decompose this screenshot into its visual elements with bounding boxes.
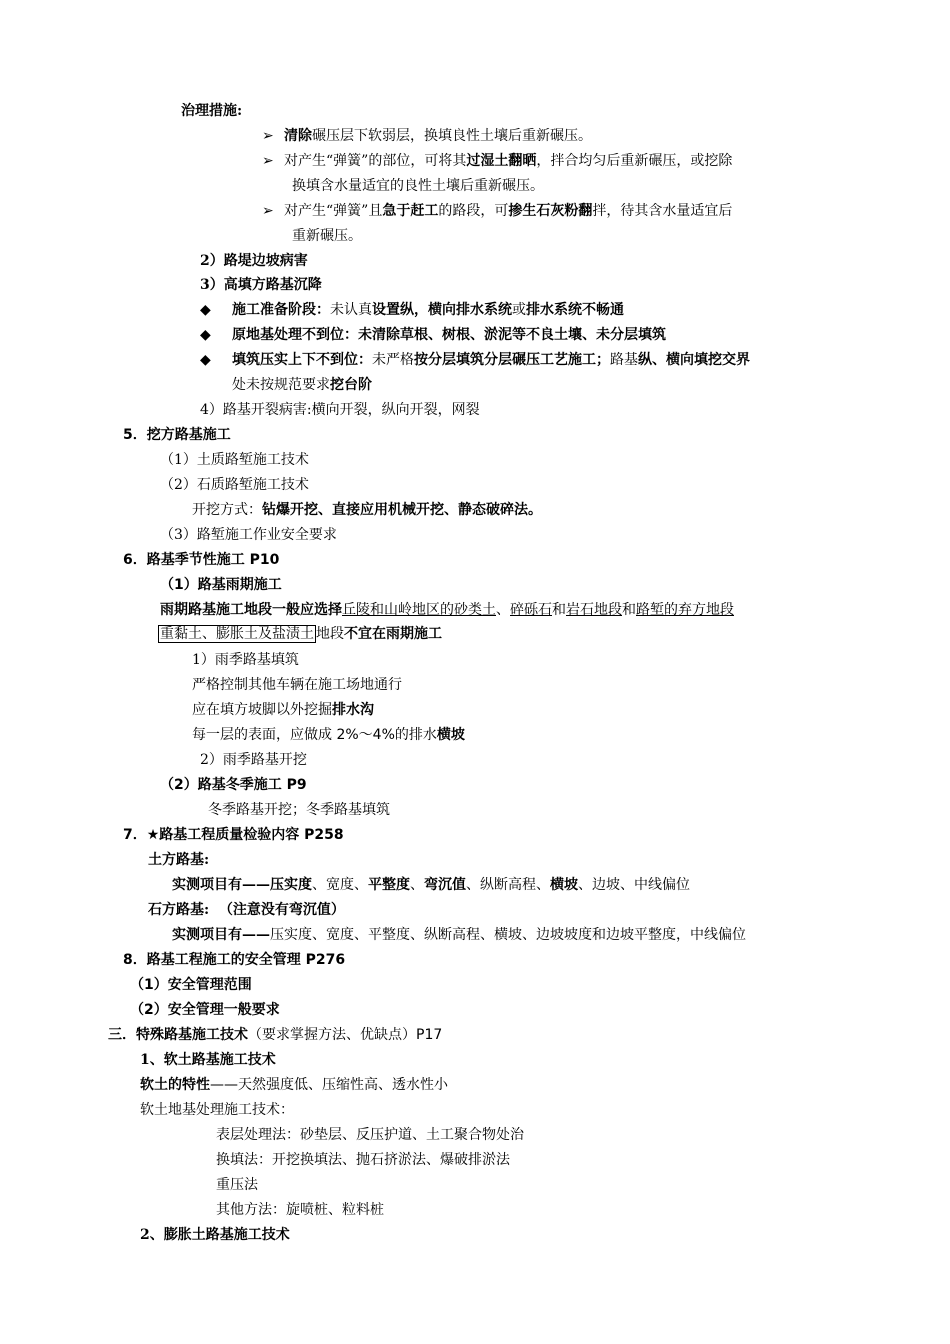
paragraph: 软土地基处理施工技术： — [140, 1102, 294, 1118]
treatment-heading: 治理措施: — [181, 103, 243, 119]
list-item: （2）石质路堑施工技术 — [160, 477, 309, 493]
list-item: 严格控制其他车辆在施工场地通行 — [192, 677, 402, 693]
list-item: 每一层的表面，应做成 2%～4%的排水横坡 — [192, 727, 465, 743]
subheading: 2、膨胀土路基施工技术 — [140, 1227, 290, 1243]
list-item: （1）土质路堑施工技术 — [160, 452, 309, 468]
list-item: 换填法：开挖换填法、抛石挤淤法、爆破排淤法 — [216, 1152, 510, 1168]
paragraph: 雨期路基施工地段一般应选择丘陵和山岭地区的砂类土、碎砾石和岩石地段和路堑的弃方地段 — [160, 602, 734, 618]
subheading: 3）高填方路基沉降 — [200, 277, 322, 293]
diamond-continuation: 处未按规范要求挖台阶 — [232, 377, 372, 393]
section-heading: 6．路基季节性施工 P10 — [123, 552, 280, 568]
subheading: （1）安全管理范围 — [130, 977, 252, 993]
arrow-bullet-icon: ➢ — [262, 203, 274, 219]
chapter-heading: 三．特殊路基施工技术（要求掌握方法、优缺点）P17 — [108, 1027, 443, 1043]
bullet-continuation: 换填含水量适宜的良性土壤后重新碾压。 — [292, 178, 544, 194]
list-item: 开挖方式：钻爆开挖、直接应用机械开挖、静态破碎法。 — [192, 502, 542, 518]
list-item: 冬季路基开挖；冬季路基填筑 — [208, 802, 390, 818]
subheading: （2）路基冬季施工 P9 — [160, 777, 307, 793]
bullet-item: ➢ 对产生“弹簧”的部位，可将其过湿土翻晒，拌合均匀后重新碾压，或挖除 — [262, 153, 733, 169]
section-heading: 8．路基工程施工的安全管理 P276 — [123, 952, 346, 968]
arrow-bullet-icon: ➢ — [262, 128, 274, 144]
section-heading: 7．★路基工程质量检验内容 P258 — [123, 827, 344, 843]
diamond-item: ◆ 原地基处理不到位：未清除草根、树根、淤泥等不良土壤、未分层填筑 — [200, 327, 666, 343]
boxed-text: 重黏土、膨胀土及盐渍土 — [160, 626, 314, 642]
diamond-item: ◆ 施工准备阶段：未认真设置纵，横向排水系统或排水系统不畅通 — [200, 302, 624, 318]
list-item: 1）雨季路基填筑 — [192, 652, 299, 668]
subheading: （1）路基雨期施工 — [160, 577, 282, 593]
subheading: 土方路基: — [148, 852, 210, 868]
list-item: 应在填方坡脚以外挖掘排水沟 — [192, 702, 374, 718]
diamond-bullet-icon: ◆ — [200, 327, 211, 343]
diamond-item: ◆ 填筑压实上下不到位：未严格按分层填筑分层碾压工艺施工；路基纵、横向填挖交界 — [200, 352, 750, 368]
list-item: 实测项目有——压实度、宽度、平整度、纵断高程、横坡、边坡坡度和边坡平整度，中线偏位 — [172, 927, 746, 943]
list-item: 4）路基开裂病害:横向开裂，纵向开裂，网裂 — [200, 402, 480, 418]
section-heading: 5．挖方路基施工 — [123, 427, 231, 443]
list-item: 2）雨季路基开挖 — [200, 752, 307, 768]
subheading: 石方路基: （注意没有弯沉值） — [148, 902, 345, 918]
list-item: 表层处理法：砂垫层、反压护道、土工聚合物处治 — [216, 1127, 524, 1143]
subheading: （2）安全管理一般要求 — [130, 1002, 280, 1018]
list-item: 重压法 — [216, 1177, 258, 1193]
list-item: 其他方法：旋喷桩、粒料桩 — [216, 1202, 384, 1218]
arrow-bullet-icon: ➢ — [262, 153, 274, 169]
list-item: 实测项目有——压实度、宽度、平整度、弯沉值、纵断高程、横坡、边坡、中线偏位 — [172, 877, 690, 893]
subheading: 2）路堤边坡病害 — [200, 253, 308, 269]
bullet-continuation: 重新碾压。 — [292, 228, 362, 244]
bullet-item: ➢ 清除碾压层下软弱层，换填良性土壤后重新碾压。 — [262, 128, 592, 144]
list-item: （3）路堑施工作业安全要求 — [160, 527, 337, 543]
diamond-bullet-icon: ◆ — [200, 352, 211, 368]
bullet-item: ➢ 对产生“弹簧”且急于赶工的路段，可掺生石灰粉翻拌，待其含水量适宜后 — [262, 203, 733, 219]
paragraph: 重黏土、膨胀土及盐渍土 地段不宜在雨期施工 — [160, 626, 442, 642]
subheading: 1、软土路基施工技术 — [140, 1052, 276, 1068]
paragraph: 软土的特性——天然强度低、压缩性高、透水性小 — [140, 1077, 448, 1093]
diamond-bullet-icon: ◆ — [200, 302, 211, 318]
